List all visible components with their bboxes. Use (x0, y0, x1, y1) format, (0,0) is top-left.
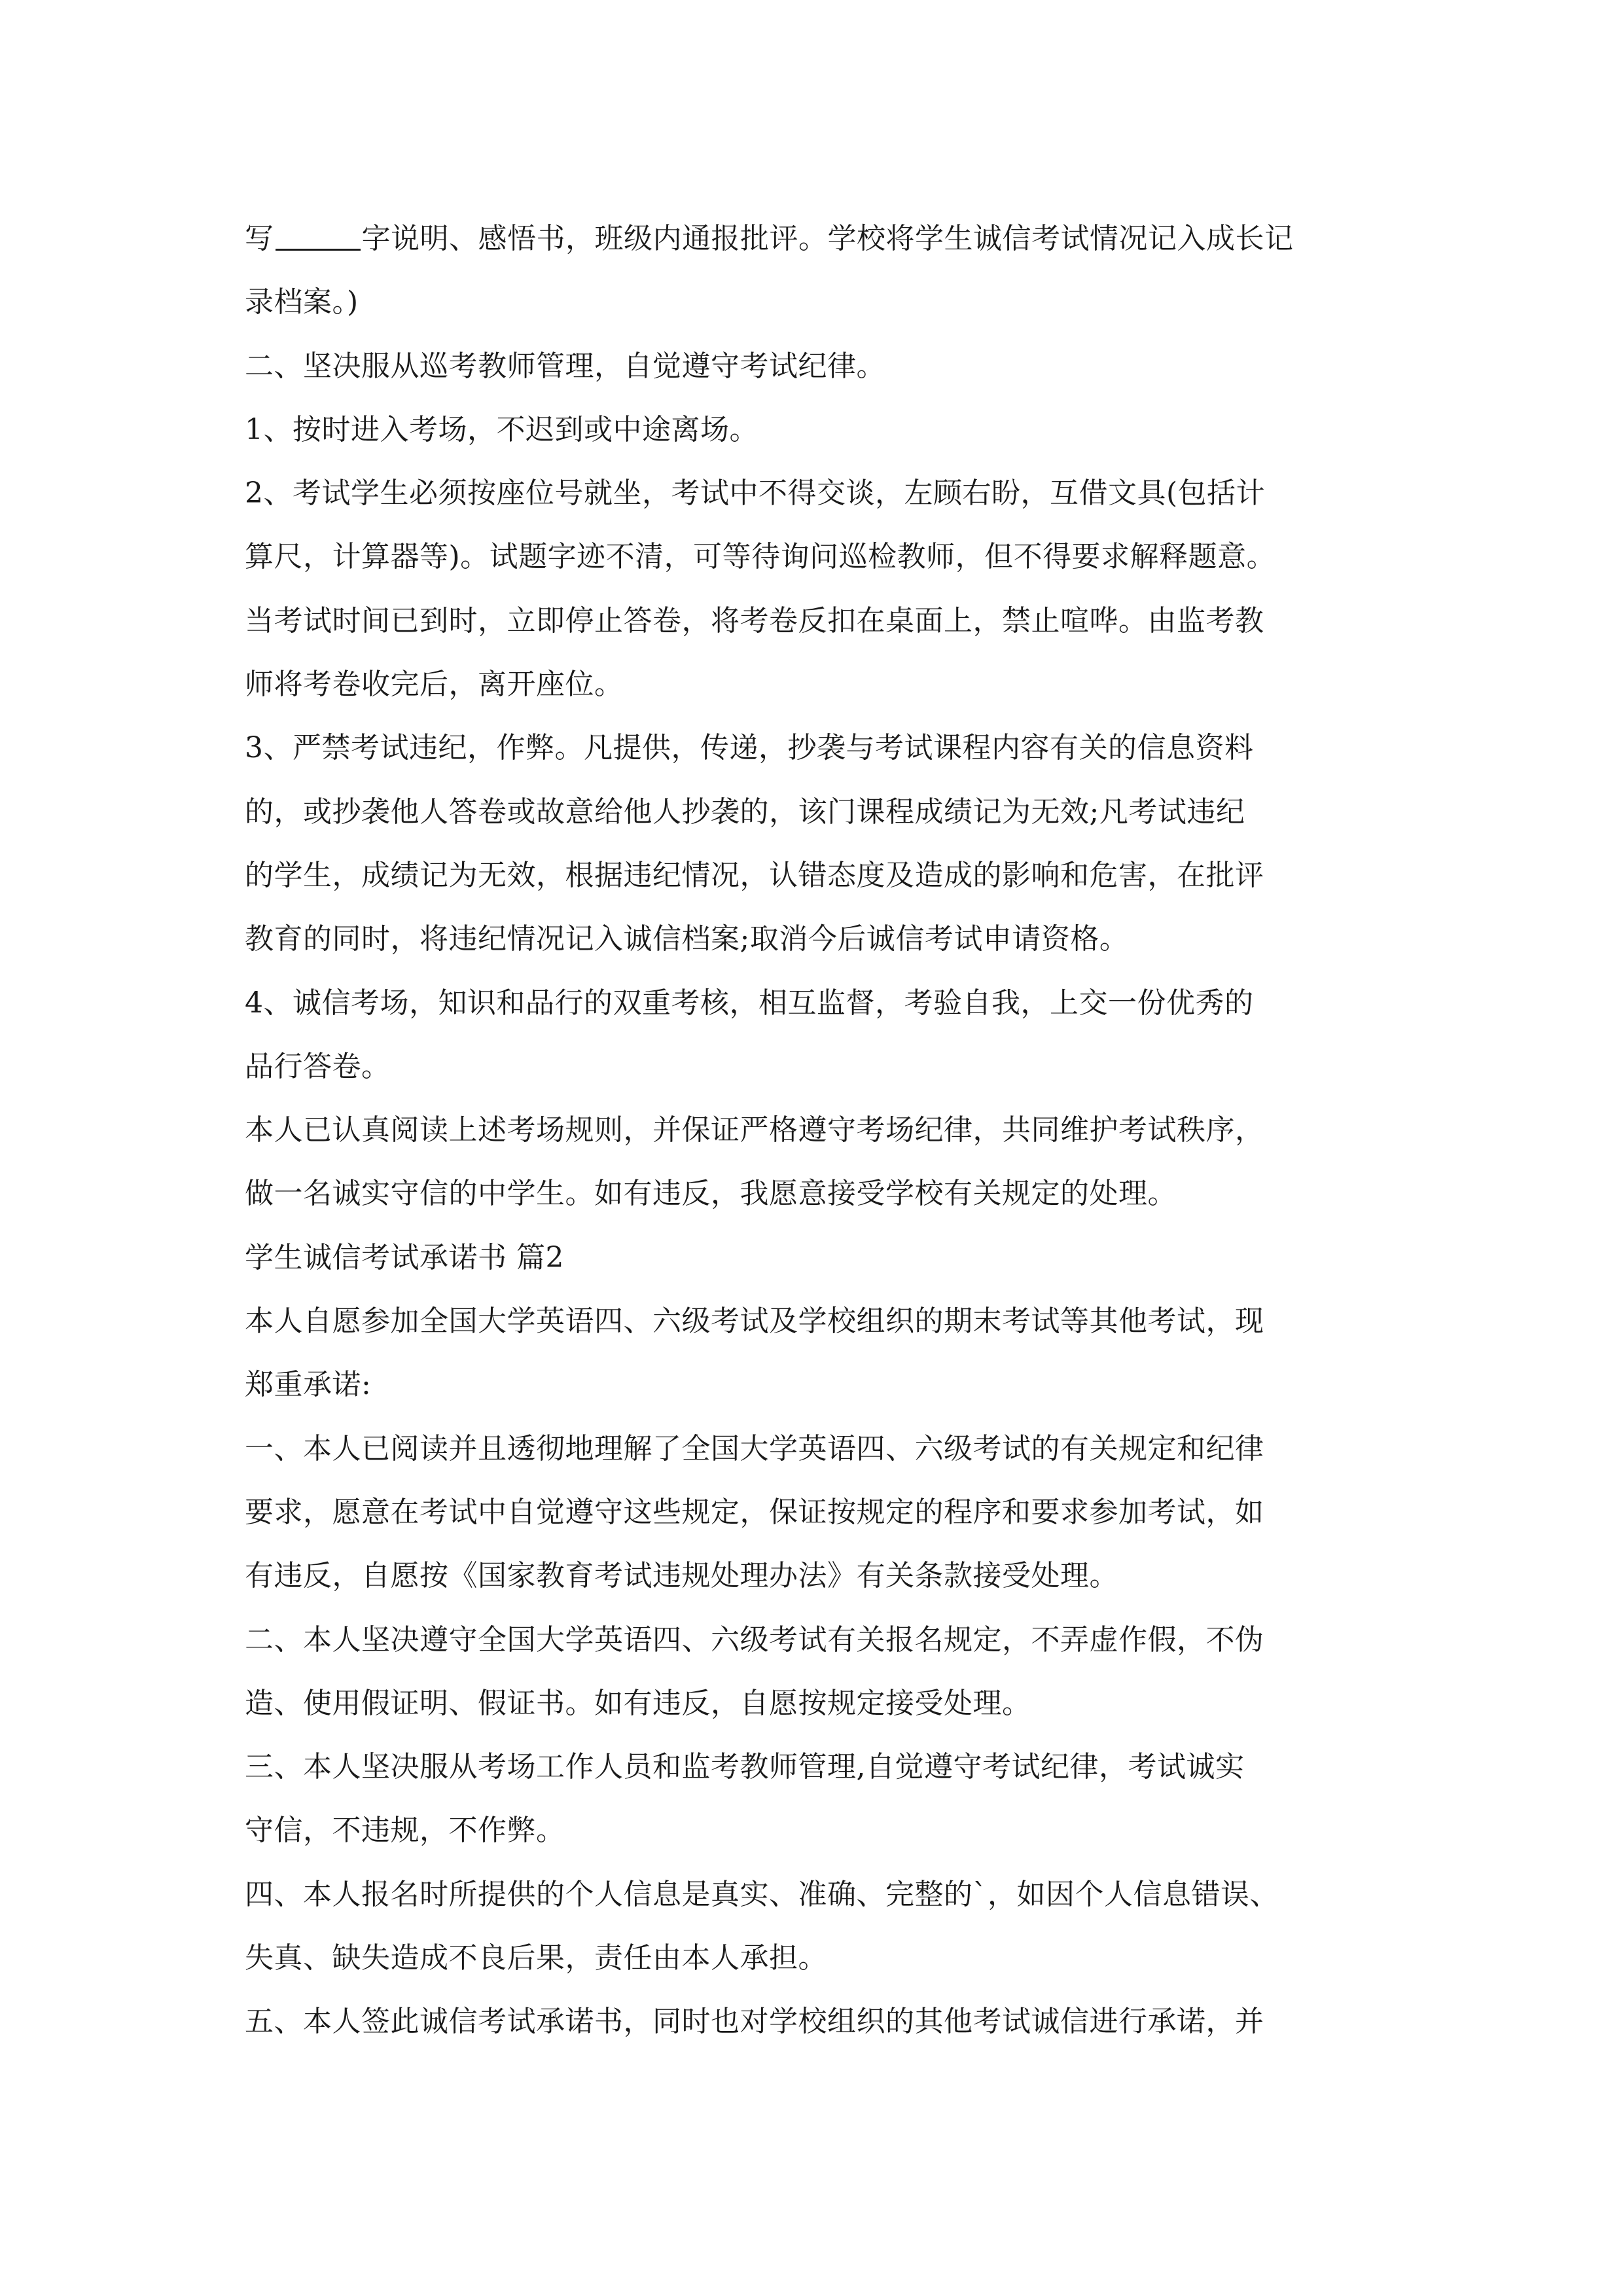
text-line: 守信，不违规，不作弊。 (245, 1814, 565, 1848)
text-line: 有违反，自愿按《国家教育考试违规处理办法》有关条款接受处理。 (245, 1559, 1118, 1593)
text-line: 的，或抄袭他人答卷或故意给他人抄袭的，该门课程成绩记为无效;凡考试违纪 (245, 795, 1245, 829)
text-line: 写 字说明、感悟书，班级内通报批评。学校将学生诚信考试情况记入成长记 (245, 222, 1294, 255)
fill-in-blank (276, 223, 361, 251)
text-line: 本人已认真阅读上述考场规则，并保证严格遵守考场纪律，共同维护考试秩序， (245, 1113, 1264, 1147)
text-line: 4、诚信考场，知识和品行的双重考核，相互监督，考验自我，上交一份优秀的 (245, 986, 1254, 1020)
text-line: 本人自愿参加全国大学英语四、六级考试及学校组织的期末考试等其他考试，现 (245, 1304, 1264, 1338)
text-line: 3、严禁考试违纪，作弊。凡提供，传递，抄袭与考试课程内容有关的信息资料 (245, 731, 1254, 765)
text-line: 1、按时进入考场，不迟到或中途离场。 (245, 412, 758, 446)
text-line: 录档案。) (245, 285, 359, 319)
document-body (245, 207, 1383, 2054)
section-title: 学生诚信考试承诺书 篇2 (245, 1240, 564, 1274)
text-line: 三、本人坚决服从考场工作人员和监考教师管理,自觉遵守考试纪律，考试诚实 (245, 1750, 1245, 1784)
text-line: 的学生，成绩记为无效，根据违纪情况，认错态度及造成的影响和危害，在批评 (245, 858, 1264, 892)
text-line: 教育的同时，将违纪情况记入诚信档案;取消今后诚信考试申请资格。 (245, 922, 1129, 956)
text-line: 当考试时间已到时，立即停止答卷，将考卷反扣在桌面上，禁止喧哗。由监考教 (245, 603, 1264, 637)
text-line: 算尺，计算器等)。试题字迹不清，可等待询问巡检教师，但不得要求解释题意。 (245, 540, 1276, 574)
text-line: 造、使用假证明、假证书。如有违反，自愿按规定接受处理。 (245, 1686, 1031, 1720)
text-line: 要求，愿意在考试中自觉遵守这些规定，保证按规定的程序和要求参加考试，如 (245, 1495, 1264, 1529)
text-line: 做一名诚实守信的中学生。如有违反，我愿意接受学校有关规定的处理。 (245, 1177, 1177, 1211)
text-line: 四、本人报名时所提供的个人信息是真实、准确、完整的`，如因个人信息错误、 (245, 1877, 1279, 1911)
text-line: 一、本人已阅读并且透彻地理解了全国大学英语四、六级考试的有关规定和纪律 (245, 1431, 1264, 1465)
text-line: 师将考卷收完后，离开座位。 (245, 668, 624, 702)
text-line: 品行答卷。 (245, 1049, 391, 1083)
text-line: 2、考试学生必须按座位号就坐，考试中不得交谈，左顾右盼，互借文具(包括计 (245, 476, 1266, 511)
text-line: 五、本人签此诚信考试承诺书，同时也对学校组织的其他考试诚信进行承诺，并 (245, 2005, 1264, 2039)
text-line: 郑重承诺: (245, 1368, 372, 1402)
text-line: 二、本人坚决遵守全国大学英语四、六级考试有关报名规定，不弄虚作假，不伪 (245, 1623, 1264, 1657)
section-heading: 二、坚决服从巡考教师管理，自觉遵守考试纪律。 (245, 349, 885, 383)
text-line: 失真、缺失造成不良后果，责任由本人承担。 (245, 1941, 827, 1975)
